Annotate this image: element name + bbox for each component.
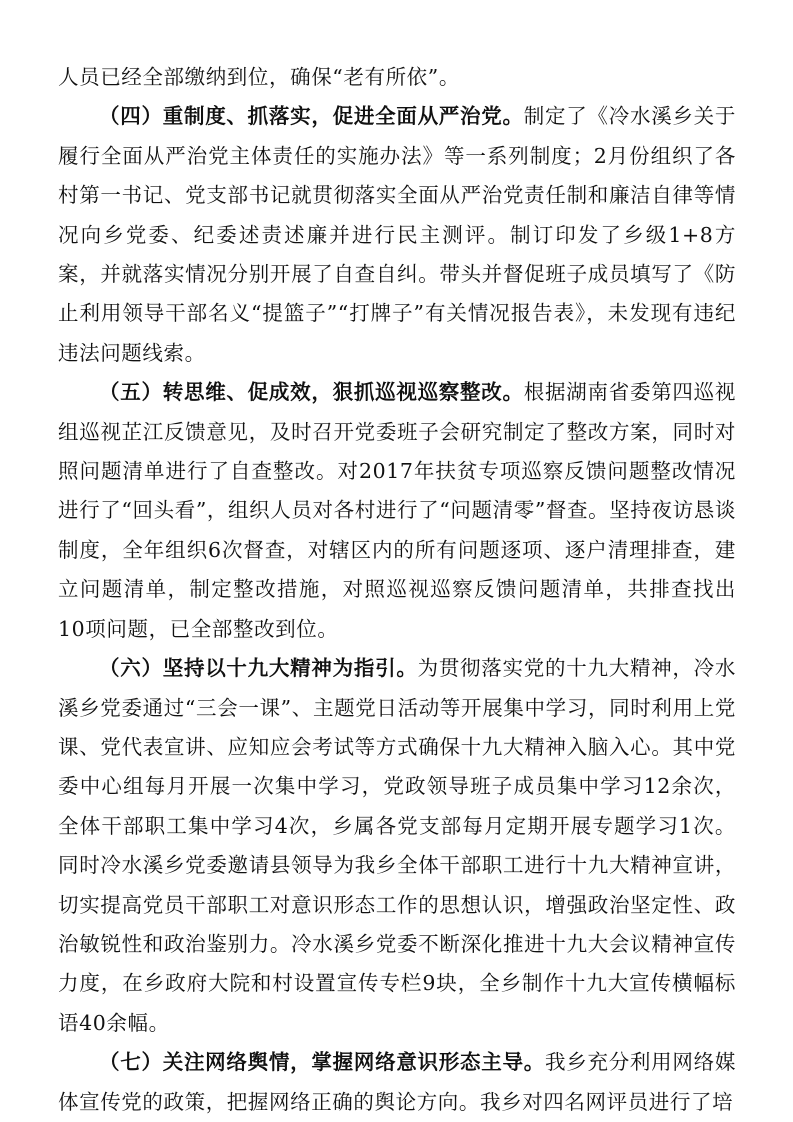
paragraph-section-5 <box>58 373 736 649</box>
paragraph-continuation <box>58 58 736 97</box>
paragraph-body: 制定了《冷水溪乡关于履行全面从严治党主体责任的实施办法》等一系列制度；2月份组织了各村第一书记、党支部书记就贯彻落实全面从严治党责任制和廉洁自律等情况向乡党委、纪委述责述廉并进行民主测评。制订印发了乡级1+8方案，并就落实情况分别开展了自查自纠。带头并督促班子成员填写了《防止利用领导干部名义“提篮子”“打牌子”有关情况报告表》，未发现有违纪违法问题线索。 <box>58 104 737 365</box>
paragraph-body: 我乡充分利用网络媒体宣传党的政策，把握网络正确的舆论方向。我乡对四名网评员进行了培 <box>58 1050 736 1114</box>
paragraph-section-4 <box>58 97 736 373</box>
paragraph-body: 人员已经全部缴纳到位，确保“老有所依”。 <box>58 65 460 89</box>
paragraph-body: 根据湖南省委第四巡视组巡视芷江反馈意见，及时召开党委班子会研究制定了整改方案，同时对照问题清单进行了自查整改。对2017年扶贫专项巡察反馈问题整改情况进行了“回头看”，组织人员对各村进行了“问题清零”督查。坚持夜访恳谈制度，全年组织6次督查，对辖区内的所有问题逐项、逐户清理排查，建立问题清单，制定整改措施，对照巡视巡察反馈问题清单，共排查找出10项问题，已全部整改到位。 <box>58 380 737 641</box>
paragraph-heading: （六）坚持以十九大精神为指引。 <box>99 656 418 681</box>
document-page <box>58 58 736 1122</box>
paragraph-heading: （七）关注网络舆情，掌握网络意识形态主导。 <box>99 1050 545 1075</box>
paragraph-body: 为贯彻落实党的十九大精神，冷水溪乡党委通过“三会一课”、主题党日活动等开展集中学习，同时利用上党课、党代表宣讲、应知应会考试等方式确保十九大精神入脑入心。其中党委中心组每月开展一次集中学习，党政领导班子成员集中学习12余次，全体干部职工集中学习4次，乡属各党支部每月定期开展专题学习1次。同时冷水溪乡党委邀请县领导为我乡全体干部职工进行十九大精神宣讲，切实提高党员干部职工对意识形态工作的思想认识，增强政治坚定性、政治敏锐性和政治鉴别力。冷水溪乡党委不断深化推进十九大会议精神宣传力度，在乡政府大院和村设置宣传专栏9块，全乡制作十九大宣传横幅标语40余幅。 <box>58 656 737 1035</box>
paragraph-section-6 <box>58 649 736 1043</box>
paragraph-heading: （五）转思维、促成效，狠抓巡视巡察整改。 <box>99 380 524 405</box>
paragraph-heading: （四）重制度、抓落实，促进全面从严治党。 <box>99 104 524 129</box>
paragraph-section-7 <box>58 1043 736 1122</box>
